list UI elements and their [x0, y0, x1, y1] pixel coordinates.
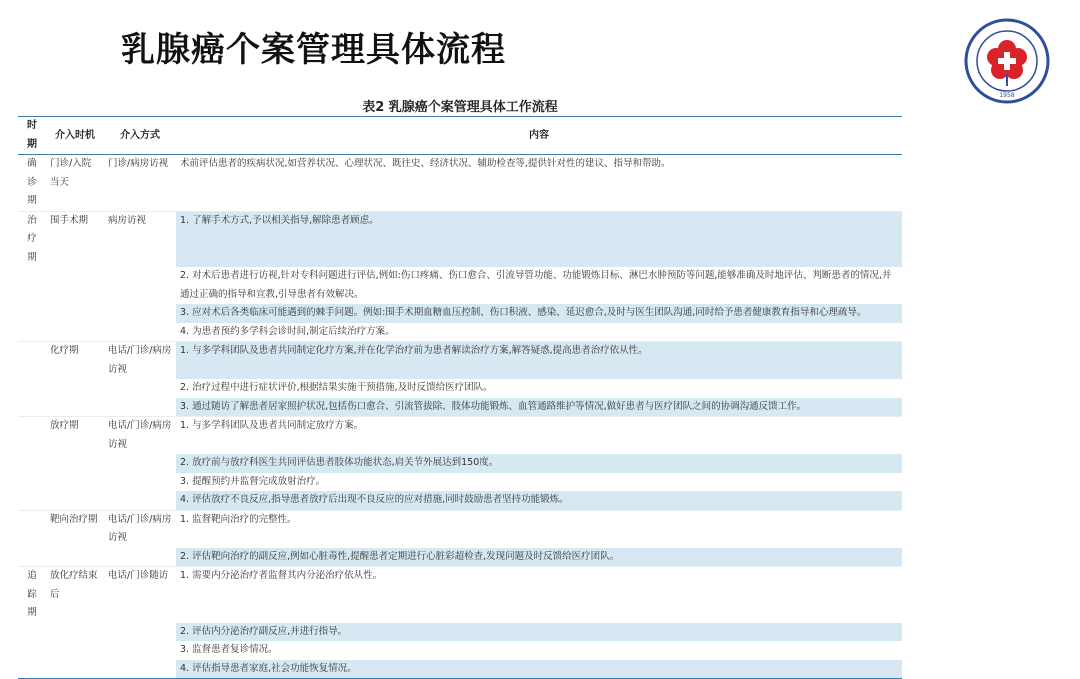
table-row — [18, 323, 902, 342]
table-row — [18, 491, 902, 510]
table-row — [18, 398, 902, 417]
content-cell: 2. 评估内分泌治疗副反应,并进行指导。 — [176, 623, 902, 642]
period-cell: 放疗期 — [46, 417, 104, 455]
period-cell — [46, 623, 104, 642]
method-cell: 门诊/病房访视 — [104, 155, 176, 212]
table-row — [18, 304, 902, 323]
method-cell: 病房访视 — [104, 211, 176, 267]
table-row — [18, 510, 902, 548]
table-row — [18, 417, 902, 455]
table-row — [18, 155, 902, 212]
method-cell — [104, 379, 176, 398]
period-cell: 门诊/入院当天 — [46, 155, 104, 212]
header-method: 介入方式 — [104, 117, 176, 155]
method-cell — [104, 641, 176, 660]
stage-cell — [18, 491, 46, 510]
method-cell — [104, 304, 176, 323]
period-cell: 靶向治疗期 — [46, 510, 104, 548]
period-cell — [46, 379, 104, 398]
table-row — [18, 567, 902, 623]
period-cell — [46, 473, 104, 492]
stage-cell: 追踪期 — [18, 567, 46, 623]
method-cell — [104, 660, 176, 679]
stage-cell — [18, 304, 46, 323]
content-cell: 4. 评估放疗不良反应,指导患者放疗后出现不良反应的应对措施,同时鼓励患者坚持功能锻炼。 — [176, 491, 902, 510]
table-row — [18, 267, 902, 304]
method-cell: 电话/门诊随访 — [104, 567, 176, 623]
content-cell: 1. 需要内分泌治疗者监督其内分泌治疗依从性。 — [176, 567, 902, 623]
table-row — [18, 454, 902, 473]
period-cell — [46, 491, 104, 510]
table-row — [18, 379, 902, 398]
stage-cell — [18, 548, 46, 567]
stage-cell — [18, 623, 46, 642]
slide-title: 乳腺癌个案管理具体流程 — [121, 30, 506, 70]
period-cell — [46, 641, 104, 660]
method-cell — [104, 323, 176, 342]
stage-cell: 确诊期 — [18, 155, 46, 212]
method-cell: 电话/门诊/病房访视 — [104, 417, 176, 455]
content-cell: 术前评估患者的疾病状况,如营养状况、心理状况、既往史、经济状况、辅助检查等,提供针对性的建议、指导和帮助。 — [176, 155, 902, 212]
stage-cell — [18, 641, 46, 660]
stage-cell — [18, 454, 46, 473]
hospital-emblem-icon — [964, 18, 1050, 104]
stage-cell — [18, 323, 46, 342]
method-cell — [104, 454, 176, 473]
content-cell: 2. 放疗前与放疗科医生共同评估患者肢体功能状态,肩关节外展达到150度。 — [176, 454, 902, 473]
table-row — [18, 623, 902, 642]
stage-cell — [18, 417, 46, 455]
stage-cell — [18, 510, 46, 548]
content-cell: 3. 通过随访了解患者居家照护状况,包括伤口愈合、引流管拔除、肢体功能锻炼、血管通路维护等情况,做好患者与医疗团队之间的协调沟通反馈工作。 — [176, 398, 902, 417]
table-row — [18, 342, 902, 380]
period-cell — [46, 454, 104, 473]
period-cell — [46, 304, 104, 323]
table-row — [18, 548, 902, 567]
stage-cell — [18, 267, 46, 304]
content-cell: 1. 与多学科团队及患者共同制定化疗方案,并在化学治疗前为患者解读治疗方案,解答疑惑,提高患者治疗依从性。 — [176, 342, 902, 380]
content-cell: 3. 提醒预约并监督完成放射治疗。 — [180, 475, 326, 487]
period-cell — [46, 398, 104, 417]
stage-cell — [18, 473, 46, 492]
header-content: 内容 — [176, 117, 902, 155]
table-row — [18, 473, 902, 492]
header-period: 介入时机 — [46, 117, 104, 155]
content-cell: 1. 与多学科团队及患者共同制定放疗方案。 — [176, 417, 902, 455]
table-body — [18, 155, 902, 679]
stage-cell — [18, 342, 46, 380]
period-cell: 放化疗结束后 — [46, 567, 104, 623]
stage-cell: 治疗期 — [18, 211, 46, 267]
table-caption: 表2 乳腺癌个案管理具体工作流程 — [362, 100, 558, 115]
period-cell — [46, 323, 104, 342]
content-cell: 4. 评估指导患者家庭,社会功能恢复情况。 — [176, 660, 902, 679]
method-cell — [104, 491, 176, 510]
content-cell: 2. 治疗过程中进行症状评价,根据结果实施干预措施,及时反馈给医疗团队。 — [180, 382, 493, 393]
table-row — [18, 641, 902, 660]
method-cell — [104, 267, 176, 304]
method-cell — [104, 548, 176, 567]
period-cell: 围手术期 — [46, 211, 104, 267]
content-cell: 2. 对术后患者进行访视,针对专科问题进行评估,例如:伤口疼痛、伤口愈合、引流导管功能、功能锻炼目标、淋巴水肿预防等问题,能够准确及时地评估、判断患者的情况,并通过正确的指导和宣教,引导患者有效解决。 — [180, 270, 892, 300]
logo-year: 1958 — [999, 92, 1015, 99]
content-cell: 1. 了解手术方式,予以相关指导,解除患者顾虑。 — [176, 211, 902, 267]
period-cell — [46, 548, 104, 567]
content-cell: 1. 监督靶向治疗的完整性。 — [176, 510, 902, 548]
content-cell: 3. 监督患者复诊情况。 — [180, 644, 278, 655]
stage-cell — [18, 398, 46, 417]
method-cell: 电话/门诊/病房访视 — [104, 510, 176, 548]
method-cell — [104, 398, 176, 417]
stage-cell — [18, 660, 46, 679]
period-cell: 化疗期 — [46, 342, 104, 380]
period-cell — [46, 660, 104, 679]
table-row — [18, 660, 902, 679]
table-row — [18, 211, 902, 267]
content-cell: 3. 应对术后各类临床可能遇到的棘手问题。例如:围手术期血糖血压控制、伤口积液、感染、延迟愈合,及时与医生团队沟通,同时给予患者健康教育指导和心理疏导。 — [176, 304, 902, 323]
content-cell: 2. 评估靶向治疗的副反应,例如心脏毒性,提醒患者定期进行心脏彩超检查,发现问题及时反馈给医疗团队。 — [176, 548, 902, 567]
content-cell: 4. 为患者预约多学科会诊时间,制定后续治疗方案。 — [180, 325, 395, 337]
stage-cell — [18, 379, 46, 398]
method-cell — [104, 623, 176, 642]
workflow-table — [18, 116, 902, 679]
period-cell — [46, 267, 104, 304]
header-stage: 时期 — [18, 117, 46, 155]
method-cell — [104, 473, 176, 492]
method-cell: 电话/门诊/病房访视 — [104, 342, 176, 380]
table-header-row — [18, 117, 902, 155]
